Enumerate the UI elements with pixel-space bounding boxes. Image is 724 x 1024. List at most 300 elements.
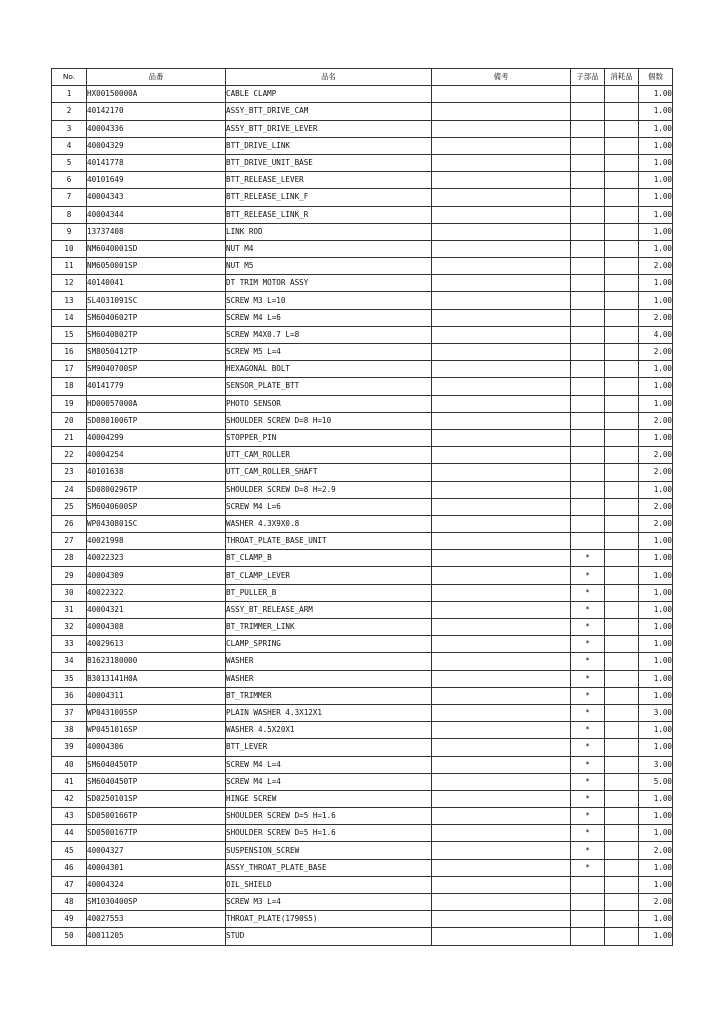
remarks: [432, 670, 571, 687]
row-number: 25: [52, 498, 87, 515]
remarks: [432, 894, 571, 911]
table-row: [52, 687, 673, 704]
remarks: [432, 601, 571, 618]
part-number: WP0430801SC: [87, 515, 226, 532]
row-number: 33: [52, 636, 87, 653]
quantity: 1.00: [639, 825, 673, 842]
remarks: [432, 911, 571, 928]
row-number: 10: [52, 240, 87, 257]
part-name: SHOULDER SCREW D=5 H=1.6: [226, 825, 432, 842]
part-number: 40004329: [87, 137, 226, 154]
part-name: PLAIN WASHER 4.3X12X1: [226, 704, 432, 721]
part-number: SM6040802TP: [87, 326, 226, 343]
remarks: [432, 773, 571, 790]
quantity: 2.00: [639, 309, 673, 326]
remarks: [432, 292, 571, 309]
part-name: BTT_DRIVE_UNIT_BASE: [226, 154, 432, 171]
quantity: 2.00: [639, 258, 673, 275]
consumable-mark: [605, 619, 639, 636]
sub-part-mark: *: [571, 619, 605, 636]
table-row: [52, 601, 673, 618]
part-name: BT_CLAMP_LEVER: [226, 567, 432, 584]
part-number: SM6040602TP: [87, 309, 226, 326]
part-number: 40029613: [87, 636, 226, 653]
quantity: 1.00: [639, 137, 673, 154]
sub-part-mark: [571, 447, 605, 464]
row-number: 27: [52, 533, 87, 550]
quantity: 1.00: [639, 636, 673, 653]
part-number: 40027553: [87, 911, 226, 928]
table-row: [52, 756, 673, 773]
sub-part-mark: [571, 258, 605, 275]
row-number: 4: [52, 137, 87, 154]
sub-part-mark: [571, 206, 605, 223]
table-row: [52, 584, 673, 601]
part-number: 40004301: [87, 859, 226, 876]
consumable-mark: [605, 429, 639, 446]
table-row: [52, 928, 673, 945]
row-number: 19: [52, 395, 87, 412]
row-number: 5: [52, 154, 87, 171]
consumable-mark: [605, 103, 639, 120]
part-number: 40022322: [87, 584, 226, 601]
table-row: [52, 189, 673, 206]
part-name: SCREW M4 L=4: [226, 756, 432, 773]
quantity: 2.00: [639, 498, 673, 515]
table-row: [52, 258, 673, 275]
table-row: [52, 670, 673, 687]
sub-part-mark: [571, 533, 605, 550]
quantity: 1.00: [639, 790, 673, 807]
part-name: BTT_DRIVE_LINK: [226, 137, 432, 154]
table-row: [52, 790, 673, 807]
quantity: 1.00: [639, 223, 673, 240]
part-number: 40142170: [87, 103, 226, 120]
part-number: 40004299: [87, 429, 226, 446]
consumable-mark: [605, 584, 639, 601]
header-part-number: 品番: [87, 69, 226, 86]
sub-part-mark: [571, 309, 605, 326]
sub-part-mark: [571, 429, 605, 446]
table-body: [52, 86, 673, 945]
consumable-mark: [605, 515, 639, 532]
row-number: 24: [52, 481, 87, 498]
part-name: NUT M4: [226, 240, 432, 257]
table-row: [52, 825, 673, 842]
sub-part-mark: [571, 498, 605, 515]
consumable-mark: [605, 636, 639, 653]
remarks: [432, 704, 571, 721]
row-number: 6: [52, 172, 87, 189]
part-name: SHOULDER SCREW D=8 H=2.9: [226, 481, 432, 498]
consumable-mark: [605, 137, 639, 154]
part-number: 40101638: [87, 464, 226, 481]
part-name: ASSY_BT_RELEASE_ARM: [226, 601, 432, 618]
table-row: [52, 515, 673, 532]
table-row: [52, 137, 673, 154]
part-name: SCREW M4 L=6: [226, 309, 432, 326]
sub-part-mark: [571, 894, 605, 911]
remarks: [432, 120, 571, 137]
row-number: 2: [52, 103, 87, 120]
sub-part-mark: *: [571, 790, 605, 807]
row-number: 32: [52, 619, 87, 636]
consumable-mark: [605, 258, 639, 275]
part-name: OIL_SHIELD: [226, 876, 432, 893]
consumable-mark: [605, 189, 639, 206]
remarks: [432, 756, 571, 773]
consumable-mark: [605, 326, 639, 343]
row-number: 36: [52, 687, 87, 704]
part-number: SD0500166TP: [87, 808, 226, 825]
sub-part-mark: [571, 928, 605, 945]
consumable-mark: [605, 911, 639, 928]
consumable-mark: [605, 876, 639, 893]
part-name: BTT_LEVER: [226, 739, 432, 756]
consumable-mark: [605, 344, 639, 361]
table-row: [52, 842, 673, 859]
row-number: 29: [52, 567, 87, 584]
row-number: 15: [52, 326, 87, 343]
remarks: [432, 636, 571, 653]
quantity: 1.00: [639, 928, 673, 945]
sub-part-mark: [571, 120, 605, 137]
consumable-mark: [605, 447, 639, 464]
part-name: LINK ROD: [226, 223, 432, 240]
quantity: 1.00: [639, 808, 673, 825]
header-no: No.: [52, 69, 87, 86]
table-row: [52, 464, 673, 481]
row-number: 45: [52, 842, 87, 859]
row-number: 23: [52, 464, 87, 481]
consumable-mark: [605, 395, 639, 412]
sub-part-mark: *: [571, 704, 605, 721]
part-number: SM1030400SP: [87, 894, 226, 911]
part-name: BTT_RELEASE_LINK_F: [226, 189, 432, 206]
sub-part-mark: *: [571, 687, 605, 704]
consumable-mark: [605, 464, 639, 481]
row-number: 39: [52, 739, 87, 756]
sub-part-mark: [571, 481, 605, 498]
part-name: SENSOR_PLATE_BTT: [226, 378, 432, 395]
quantity: 2.00: [639, 464, 673, 481]
consumable-mark: [605, 808, 639, 825]
part-name: SHOULDER SCREW D=5 H=1.6: [226, 808, 432, 825]
sub-part-mark: [571, 137, 605, 154]
table-row: [52, 773, 673, 790]
remarks: [432, 498, 571, 515]
consumable-mark: [605, 412, 639, 429]
quantity: 1.00: [639, 584, 673, 601]
remarks: [432, 533, 571, 550]
table-row: [52, 154, 673, 171]
part-number: 40004308: [87, 619, 226, 636]
part-number: B3013141H0A: [87, 670, 226, 687]
sub-part-mark: [571, 103, 605, 120]
row-number: 44: [52, 825, 87, 842]
quantity: 1.00: [639, 103, 673, 120]
table-row: [52, 911, 673, 928]
table-row: [52, 86, 673, 103]
consumable-mark: [605, 172, 639, 189]
row-number: 17: [52, 361, 87, 378]
sub-part-mark: [571, 223, 605, 240]
remarks: [432, 550, 571, 567]
row-number: 22: [52, 447, 87, 464]
quantity: 3.00: [639, 756, 673, 773]
sub-part-mark: *: [571, 653, 605, 670]
row-number: 8: [52, 206, 87, 223]
quantity: 2.00: [639, 447, 673, 464]
quantity: 1.00: [639, 275, 673, 292]
part-number: 40004306: [87, 739, 226, 756]
part-name: ASSY_BTT_DRIVE_LEVER: [226, 120, 432, 137]
remarks: [432, 429, 571, 446]
row-number: 41: [52, 773, 87, 790]
table-row: [52, 378, 673, 395]
consumable-mark: [605, 154, 639, 171]
row-number: 47: [52, 876, 87, 893]
sub-part-mark: [571, 172, 605, 189]
remarks: [432, 464, 571, 481]
table-row: [52, 361, 673, 378]
quantity: 2.00: [639, 412, 673, 429]
part-number: 40011205: [87, 928, 226, 945]
consumable-mark: [605, 223, 639, 240]
table-row: [52, 808, 673, 825]
row-number: 42: [52, 790, 87, 807]
sub-part-mark: *: [571, 636, 605, 653]
row-number: 1: [52, 86, 87, 103]
part-number: SL4031091SC: [87, 292, 226, 309]
consumable-mark: [605, 825, 639, 842]
quantity: 1.00: [639, 240, 673, 257]
part-name: SCREW M3 L=4: [226, 894, 432, 911]
table-row: [52, 739, 673, 756]
sub-part-mark: *: [571, 601, 605, 618]
sub-part-mark: *: [571, 567, 605, 584]
part-name: BTT_RELEASE_LEVER: [226, 172, 432, 189]
row-number: 37: [52, 704, 87, 721]
row-number: 49: [52, 911, 87, 928]
table-row: [52, 894, 673, 911]
part-number: NM6050001SP: [87, 258, 226, 275]
sub-part-mark: [571, 326, 605, 343]
part-name: STOPPER_PIN: [226, 429, 432, 446]
consumable-mark: [605, 378, 639, 395]
part-number: 40004343: [87, 189, 226, 206]
remarks: [432, 395, 571, 412]
sub-part-mark: *: [571, 825, 605, 842]
consumable-mark: [605, 601, 639, 618]
sub-part-mark: [571, 515, 605, 532]
part-name: BT_TRIMMER_LINK: [226, 619, 432, 636]
quantity: 1.00: [639, 120, 673, 137]
remarks: [432, 172, 571, 189]
part-name: CLAMP_SPRING: [226, 636, 432, 653]
table-row: [52, 395, 673, 412]
sub-part-mark: *: [571, 808, 605, 825]
sub-part-mark: [571, 275, 605, 292]
part-number: 40101649: [87, 172, 226, 189]
part-number: 40004324: [87, 876, 226, 893]
table-row: [52, 498, 673, 515]
part-number: WP0451016SP: [87, 722, 226, 739]
part-name: SCREW M3 L=10: [226, 292, 432, 309]
row-number: 9: [52, 223, 87, 240]
sub-part-mark: *: [571, 739, 605, 756]
quantity: 1.00: [639, 722, 673, 739]
consumable-mark: [605, 722, 639, 739]
part-name: SCREW M5 L=4: [226, 344, 432, 361]
part-name: DT TRIM MOTOR ASSY: [226, 275, 432, 292]
consumable-mark: [605, 653, 639, 670]
consumable-mark: [605, 550, 639, 567]
row-number: 31: [52, 601, 87, 618]
row-number: 34: [52, 653, 87, 670]
sub-part-mark: *: [571, 722, 605, 739]
consumable-mark: [605, 275, 639, 292]
table-row: [52, 344, 673, 361]
part-name: SCREW M4 L=6: [226, 498, 432, 515]
remarks: [432, 206, 571, 223]
quantity: 1.00: [639, 481, 673, 498]
row-number: 21: [52, 429, 87, 446]
sub-part-mark: [571, 86, 605, 103]
table-row: [52, 533, 673, 550]
table-row: [52, 172, 673, 189]
table-row: [52, 704, 673, 721]
row-number: 40: [52, 756, 87, 773]
part-name: BT_TRIMMER: [226, 687, 432, 704]
part-number: 40140041: [87, 275, 226, 292]
quantity: 1.00: [639, 533, 673, 550]
sub-part-mark: [571, 378, 605, 395]
remarks: [432, 653, 571, 670]
sub-part-mark: *: [571, 859, 605, 876]
part-name: SCREW M4X0.7 L=8: [226, 326, 432, 343]
quantity: 2.00: [639, 344, 673, 361]
remarks: [432, 103, 571, 120]
remarks: [432, 859, 571, 876]
remarks: [432, 326, 571, 343]
part-name: THROAT_PLATE(1790S5): [226, 911, 432, 928]
remarks: [432, 825, 571, 842]
consumable-mark: [605, 361, 639, 378]
remarks: [432, 344, 571, 361]
sub-part-mark: *: [571, 584, 605, 601]
remarks: [432, 739, 571, 756]
table-row: [52, 429, 673, 446]
table-row: [52, 567, 673, 584]
consumable-mark: [605, 687, 639, 704]
consumable-mark: [605, 240, 639, 257]
table-row: [52, 240, 673, 257]
row-number: 43: [52, 808, 87, 825]
remarks: [432, 790, 571, 807]
table-row: [52, 103, 673, 120]
consumable-mark: [605, 86, 639, 103]
remarks: [432, 928, 571, 945]
consumable-mark: [605, 206, 639, 223]
part-name: PHOTO SENSOR: [226, 395, 432, 412]
part-name: WASHER: [226, 653, 432, 670]
remarks: [432, 189, 571, 206]
part-name: SUSPENSION_SCREW: [226, 842, 432, 859]
remarks: [432, 808, 571, 825]
part-number: HX00150000A: [87, 86, 226, 103]
consumable-mark: [605, 567, 639, 584]
row-number: 28: [52, 550, 87, 567]
header-sub-part: 子部品: [571, 69, 605, 86]
quantity: 1.00: [639, 670, 673, 687]
row-number: 13: [52, 292, 87, 309]
quantity: 3.00: [639, 704, 673, 721]
quantity: 1.00: [639, 567, 673, 584]
consumable-mark: [605, 739, 639, 756]
part-number: 40004327: [87, 842, 226, 859]
quantity: 1.00: [639, 395, 673, 412]
part-number: 13737408: [87, 223, 226, 240]
consumable-mark: [605, 756, 639, 773]
quantity: 1.00: [639, 429, 673, 446]
part-number: SM6040600SP: [87, 498, 226, 515]
part-number: SM6040450TP: [87, 756, 226, 773]
table-row: [52, 326, 673, 343]
sub-part-mark: [571, 361, 605, 378]
consumable-mark: [605, 309, 639, 326]
remarks: [432, 567, 571, 584]
part-name: CABLE CLAMP: [226, 86, 432, 103]
sub-part-mark: [571, 395, 605, 412]
sub-part-mark: [571, 464, 605, 481]
remarks: [432, 240, 571, 257]
row-number: 3: [52, 120, 87, 137]
sub-part-mark: *: [571, 756, 605, 773]
part-number: 40004254: [87, 447, 226, 464]
consumable-mark: [605, 704, 639, 721]
part-name: BTT_RELEASE_LINK_R: [226, 206, 432, 223]
part-number: 40004336: [87, 120, 226, 137]
part-number: 40141779: [87, 378, 226, 395]
part-name: UTT_CAM_ROLLER: [226, 447, 432, 464]
remarks: [432, 154, 571, 171]
consumable-mark: [605, 928, 639, 945]
quantity: 1.00: [639, 189, 673, 206]
part-name: HEXAGONAL BOLT: [226, 361, 432, 378]
part-name: WASHER 4.5X20X1: [226, 722, 432, 739]
part-name: ASSY_THROAT_PLATE_BASE: [226, 859, 432, 876]
quantity: 1.00: [639, 739, 673, 756]
remarks: [432, 412, 571, 429]
quantity: 1.00: [639, 687, 673, 704]
row-number: 35: [52, 670, 87, 687]
parts-list-table: [51, 68, 673, 946]
table-row: [52, 859, 673, 876]
part-number: B1623180000: [87, 653, 226, 670]
row-number: 18: [52, 378, 87, 395]
sub-part-mark: [571, 154, 605, 171]
quantity: 1.00: [639, 601, 673, 618]
part-number: 40022323: [87, 550, 226, 567]
remarks: [432, 361, 571, 378]
table-row: [52, 550, 673, 567]
quantity: 1.00: [639, 292, 673, 309]
sub-part-mark: [571, 911, 605, 928]
remarks: [432, 876, 571, 893]
quantity: 1.00: [639, 86, 673, 103]
header-row: [52, 69, 673, 86]
